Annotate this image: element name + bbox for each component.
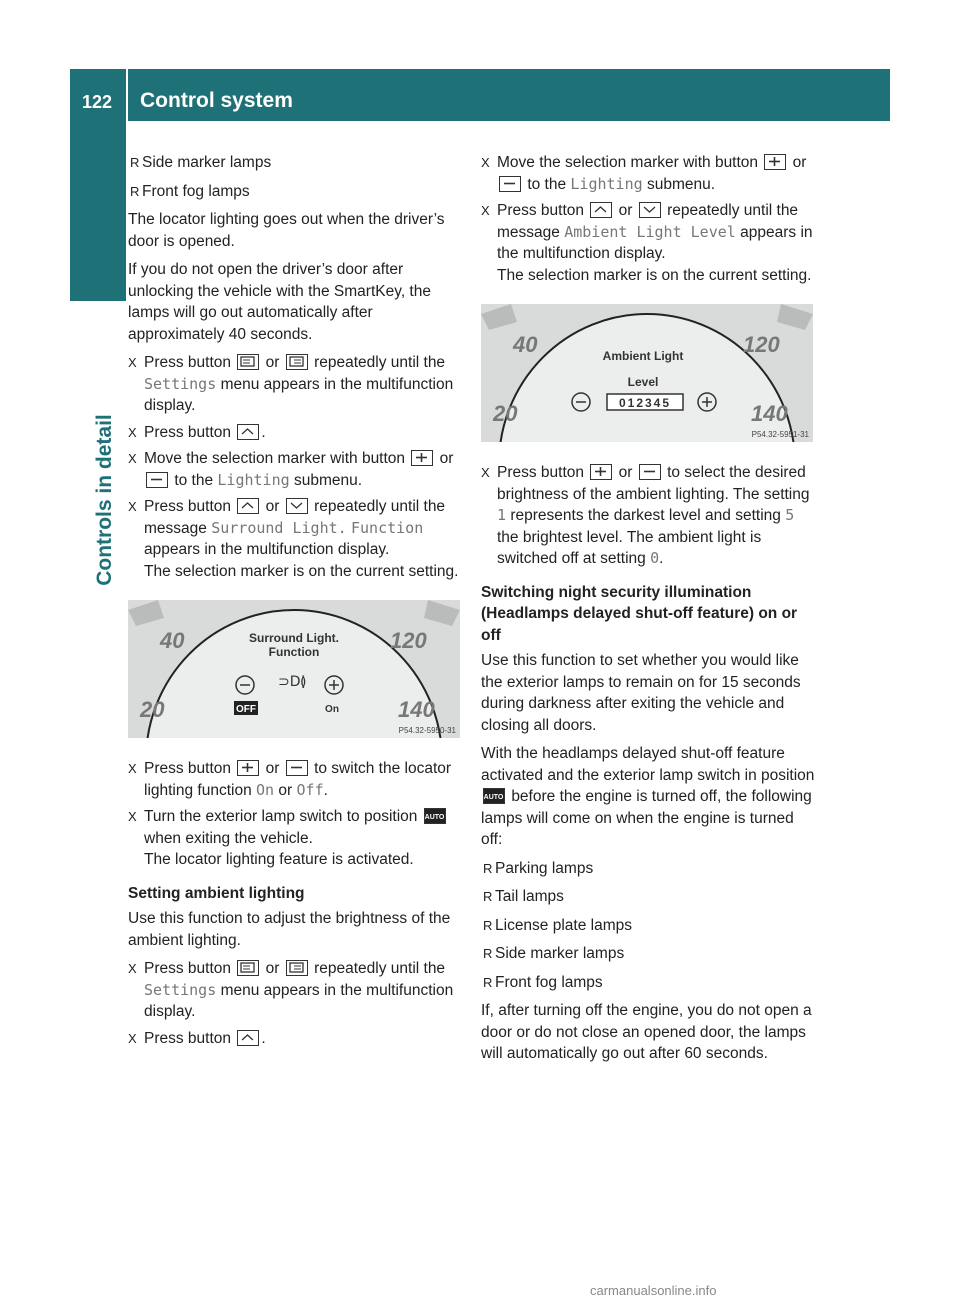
- right-column: [481, 152, 815, 1072]
- auto-switch-icon: [424, 808, 446, 824]
- speed-label: 140: [398, 697, 435, 722]
- minus-key-icon: [639, 464, 661, 480]
- speed-label: 20: [140, 697, 165, 722]
- instruction-step: X Press button or repeatedly until the message Surround Light. Function appears in the multifunction display. The selection marker is on the current setting.: [128, 496, 462, 582]
- list-item: R Parking lamps: [481, 858, 815, 880]
- display-back-key-icon: [237, 354, 259, 370]
- display-text: Level: [627, 375, 659, 389]
- list-item: R License plate lamps: [481, 915, 815, 937]
- up-arrow-key-icon: [237, 424, 259, 440]
- display-forward-key-icon: [286, 960, 308, 976]
- plus-key-icon: [764, 154, 786, 170]
- svg-text:AUTO: AUTO: [424, 814, 444, 821]
- paragraph: If, after turning off the engine, you do not open a door or do not close an opened door, the lamps will automatically go out after 60 seconds.: [481, 1002, 812, 1062]
- svg-text:⊃D: ⊃D: [278, 674, 301, 690]
- minus-key-icon: [499, 176, 521, 192]
- watermark: carmanualsonline.info: [590, 1283, 717, 1298]
- speed-label: 40: [513, 332, 538, 357]
- page-title: Control system: [140, 89, 293, 112]
- instruction-step: X Press button .: [128, 422, 462, 444]
- list-item: R Front fog lamps: [481, 972, 815, 994]
- speed-label: 40: [160, 628, 185, 653]
- down-arrow-key-icon: [286, 498, 308, 514]
- plus-key-icon: [411, 450, 433, 466]
- instruction-step: X Press button or repeatedly until the Settings menu appears in the multifunction display.: [128, 352, 462, 417]
- instruction-step: X Turn the exterior lamp switch to position AUTO when exiting the vehicle. The locator lighting feature is activated.: [128, 806, 462, 871]
- svg-text:≬: ≬: [300, 674, 307, 690]
- svg-text:AUTO: AUTO: [484, 794, 503, 801]
- figure-code: P54.32-5951-31: [751, 430, 809, 439]
- instruction-step: X Press button or to switch the locator lighting function On or Off.: [128, 758, 462, 801]
- page-number: 122: [82, 92, 113, 112]
- on-label: On: [325, 704, 339, 715]
- ambient-light-display-image: [481, 304, 813, 442]
- minus-key-icon: [146, 472, 168, 488]
- up-arrow-key-icon: [237, 498, 259, 514]
- section-heading: Setting ambient lighting: [128, 884, 305, 902]
- left-column: [128, 152, 462, 1054]
- list-item: R Side marker lamps: [481, 943, 815, 965]
- down-arrow-key-icon: [639, 202, 661, 218]
- level-scale: 012345: [618, 396, 672, 410]
- speed-label: 120: [743, 332, 780, 357]
- header-divider: [126, 69, 128, 121]
- instruction-step: X Press button or repeatedly until the message Ambient Light Level appears in the multifunction display. The selection marker is on the current setting.: [481, 200, 815, 286]
- paragraph: Use this function to adjust the brightness of the ambient lighting.: [128, 910, 451, 949]
- paragraph: The locator lighting goes out when the driver’s door is opened.: [128, 211, 445, 250]
- list-item: R Tail lamps: [481, 886, 815, 908]
- section-heading: Switching night security illumination (Headlamps delayed shut-off feature) on or off: [481, 583, 798, 644]
- instruction-step: X Press button .: [128, 1028, 462, 1050]
- paragraph: With the headlamps delayed shut-off feature activated and the exterior lamp switch in position AUTO before the engine is turned off, the following lamps will come on when the engine is turned off:: [481, 745, 815, 848]
- display-text: Surround Light.: [249, 631, 339, 645]
- plus-key-icon: [590, 464, 612, 480]
- instruction-step: X Move the selection marker with button or to the Lighting submenu.: [481, 152, 815, 195]
- list-item: R Side marker lamps: [128, 152, 462, 174]
- side-tab-label: Controls in detail: [93, 414, 116, 586]
- display-text: Function: [268, 645, 320, 659]
- figure-code: P54.32-5950-31: [398, 726, 456, 735]
- side-tab: [70, 121, 126, 301]
- plus-key-icon: [237, 760, 259, 776]
- paragraph: If you do not open the driver’s door after unlocking the vehicle with the SmartKey, the lamps will go out automatically after approximately 40 seconds.: [128, 261, 431, 343]
- minus-key-icon: [286, 760, 308, 776]
- display-text: Ambient Light: [602, 349, 684, 363]
- display-back-key-icon: [237, 960, 259, 976]
- instruction-step: X Press button or to select the desired brightness of the ambient lighting. The setting 1 represents the darkest level and setting 5 the brightest level. The ambient light is switched off at setting 0.: [481, 462, 815, 570]
- speed-label: 140: [751, 401, 788, 426]
- off-label: OFF: [236, 704, 256, 715]
- up-arrow-key-icon: [237, 1030, 259, 1046]
- surround-light-display-image: [128, 600, 460, 738]
- speed-label: 120: [390, 628, 427, 653]
- paragraph: Use this function to set whether you would like the exterior lamps to remain on for 15 seconds during darkness after exiting the vehicle and closing all doors.: [481, 652, 801, 734]
- instruction-step: X Move the selection marker with button or to the Lighting submenu.: [128, 448, 462, 491]
- list-item: R Front fog lamps: [128, 181, 462, 203]
- instruction-step: X Press button or repeatedly until the Settings menu appears in the multifunction display.: [128, 958, 462, 1023]
- speed-label: 20: [493, 401, 518, 426]
- auto-switch-icon: [483, 788, 505, 804]
- display-forward-key-icon: [286, 354, 308, 370]
- up-arrow-key-icon: [590, 202, 612, 218]
